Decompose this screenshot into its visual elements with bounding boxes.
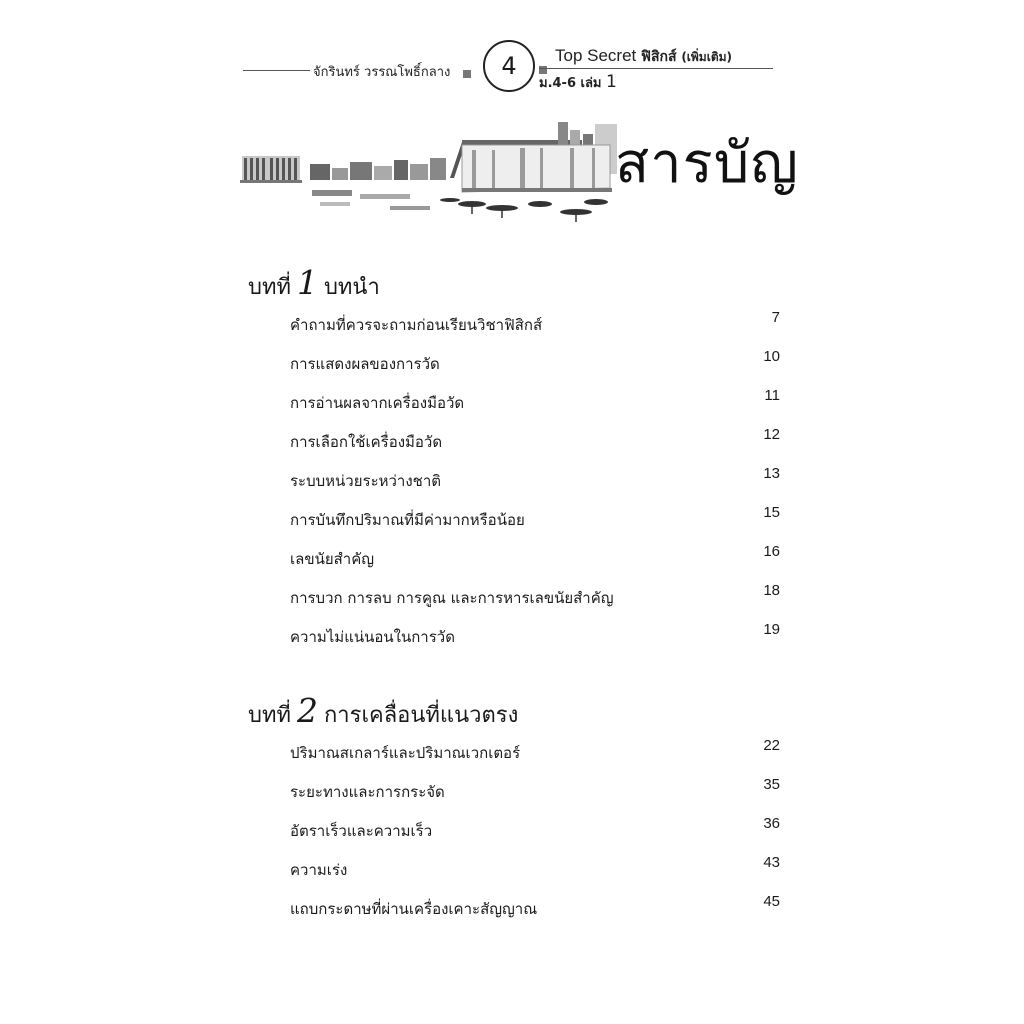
- chapter-number: 2: [296, 691, 318, 730]
- entry-title: แถบกระดาษที่ผ่านเครื่องเคาะสัญญาณ: [290, 900, 538, 918]
- entry-title: การอ่านผลจากเครื่องมือวัด: [290, 394, 465, 412]
- page-number: [483, 40, 535, 92]
- entry-page: 11: [764, 387, 780, 404]
- toc-entry: [290, 465, 780, 495]
- chapter-title: บทนำ: [323, 275, 380, 300]
- skyline-illustration: [240, 118, 620, 230]
- book-title: [555, 46, 732, 68]
- entry-title: การแสดงผลของการวัด: [290, 355, 440, 373]
- entry-title: ปริมาณสเกลาร์และปริมาณเวกเตอร์: [290, 744, 521, 762]
- header-rule-right: [539, 68, 773, 69]
- header-square-left: [463, 70, 471, 78]
- book-title-latin: Top Secret: [555, 46, 637, 65]
- entry-page: 18: [763, 582, 780, 599]
- chapter-heading: [248, 691, 519, 730]
- toc-entry: [290, 426, 780, 456]
- toc-entry: [290, 387, 780, 417]
- entry-page: 19: [763, 621, 780, 638]
- entry-title: คำถามที่ควรจะถามก่อนเรียนวิชาฟิสิกส์: [290, 316, 543, 334]
- book-title-extra: (เพิ่มเติม): [681, 50, 733, 64]
- toc-entry: [290, 854, 780, 884]
- toc-entry: [290, 621, 780, 651]
- entry-page: 13: [763, 465, 780, 482]
- entry-title: ระยะทางและการกระจัด: [290, 783, 445, 801]
- toc-entry: [290, 309, 780, 339]
- toc-entry: [290, 893, 780, 923]
- book-title-thai: ฟิสิกส์: [641, 49, 677, 65]
- book-level: [539, 72, 617, 93]
- toc-entry: [290, 737, 780, 767]
- entry-page: 7: [771, 309, 780, 326]
- entry-title: ความไม่แน่นอนในการวัด: [290, 628, 455, 646]
- chapter-word: บทที่: [248, 703, 291, 728]
- book-level-text: ม.4-6 เล่ม: [539, 76, 602, 91]
- entry-page: 43: [763, 854, 780, 871]
- entry-title: การเลือกใช้เครื่องมือวัด: [290, 433, 443, 451]
- chapter-heading: [248, 263, 380, 302]
- toc-entry: [290, 348, 780, 378]
- toc-entry: [290, 543, 780, 573]
- entry-page: 12: [763, 426, 780, 443]
- entry-title: ระบบหน่วยระหว่างชาติ: [290, 472, 442, 490]
- entry-title: เลขนัยสำคัญ: [290, 550, 375, 568]
- page-number-text: 4: [501, 52, 517, 80]
- toc-entry: [290, 776, 780, 806]
- entry-page: 15: [763, 504, 780, 521]
- chapter-word: บทที่: [248, 275, 291, 300]
- entry-page: 16: [763, 543, 780, 560]
- chapter-number: 1: [296, 263, 318, 302]
- entry-title: ความเร่ง: [290, 861, 348, 879]
- header-rule-left: [243, 70, 310, 71]
- entry-title: การบันทึกปริมาณที่มีค่ามากหรือน้อย: [290, 511, 525, 529]
- entry-page: 22: [763, 737, 780, 754]
- toc-entry: [290, 504, 780, 534]
- entry-page: 35: [763, 776, 780, 793]
- toc-entry: [290, 582, 780, 612]
- entry-page: 10: [763, 348, 780, 365]
- entry-title: การบวก การลบ การคูณ และการหารเลขนัยสำคัญ: [290, 589, 614, 607]
- entry-page: 45: [763, 893, 780, 910]
- chapter-title: การเคลื่อนที่แนวตรง: [323, 703, 519, 728]
- author-name: จักรินทร์ วรรณโพธิ์กลาง: [313, 65, 451, 80]
- toc-title: สารบัญ: [615, 131, 799, 194]
- entry-title: อัตราเร็วและความเร็ว: [290, 822, 433, 840]
- entry-page: 36: [763, 815, 780, 832]
- book-volume: 1: [606, 72, 617, 92]
- toc-entry: [290, 815, 780, 845]
